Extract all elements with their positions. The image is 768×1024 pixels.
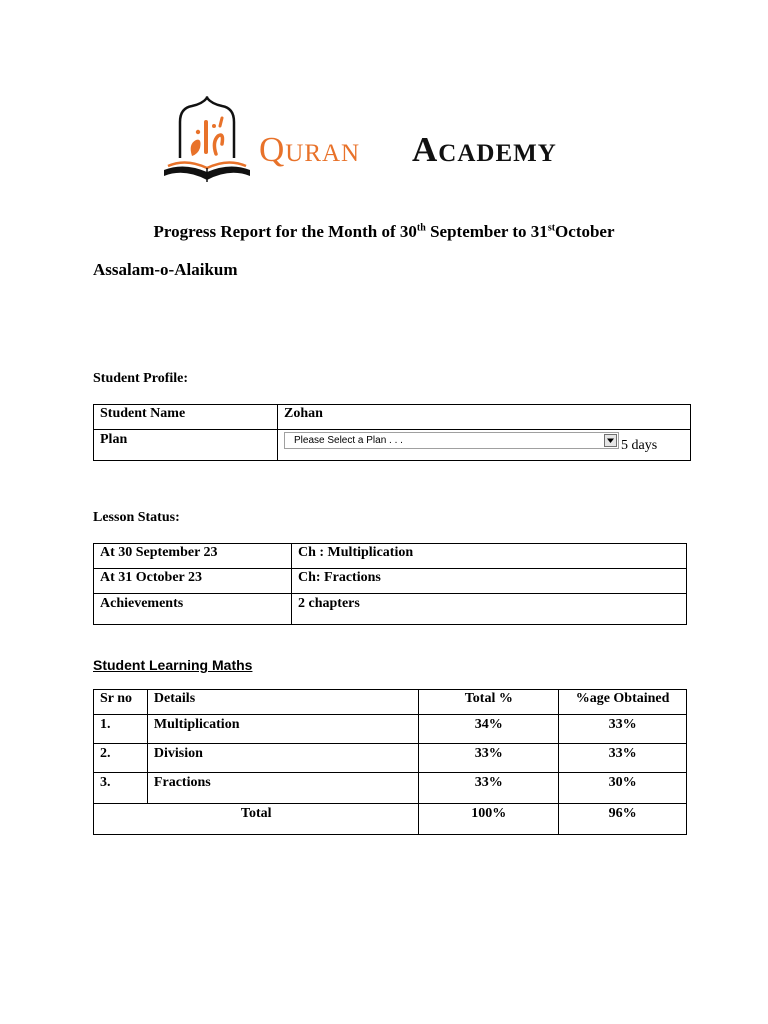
table-total-row [94, 804, 687, 835]
greeting: Assalam-o-Alaikum [93, 260, 238, 279]
academy-logo-emblem [162, 96, 262, 188]
brand-name-quran: Quran [259, 130, 361, 169]
plan-days: 5 days [621, 438, 658, 453]
lesson-status-label: Lesson Status: [93, 510, 180, 525]
row-details: Fractions [147, 773, 419, 804]
row-obtained: 33% [559, 744, 687, 773]
lesson-status-table [93, 543, 687, 625]
title-suffix: October [555, 222, 615, 241]
header-obtained: %age Obtained [559, 690, 687, 715]
brand-name-academy: Academy [412, 130, 557, 169]
table-row [94, 569, 687, 594]
student-name-label: Student Name [94, 405, 278, 430]
table-row [94, 715, 687, 744]
row-obtained: 30% [559, 773, 687, 804]
lesson-row-value: Ch : Multiplication [292, 544, 687, 569]
table-row [94, 594, 687, 625]
lesson-row-value: 2 chapters [292, 594, 687, 625]
title-prefix: Progress Report for the Month of 30 [153, 222, 417, 241]
total-label: Total [94, 804, 419, 835]
lesson-row-label: At 30 September 23 [94, 544, 292, 569]
row-sr: 2. [94, 744, 148, 773]
lesson-row-label: Achievements [94, 594, 292, 625]
total-obtained: 96% [559, 804, 687, 835]
row-total: 33% [419, 773, 559, 804]
report-title [0, 222, 768, 242]
table-header-row [94, 690, 687, 715]
row-total: 34% [419, 715, 559, 744]
header-details: Details [147, 690, 419, 715]
row-sr: 1. [94, 715, 148, 744]
lesson-row-label: At 31 October 23 [94, 569, 292, 594]
student-profile-label: Student Profile: [93, 371, 189, 386]
table-row [94, 544, 687, 569]
lesson-row-value: Ch: Fractions [292, 569, 687, 594]
maths-section-title: Student Learning Maths [93, 657, 253, 673]
row-total: 33% [419, 744, 559, 773]
table-row [94, 744, 687, 773]
total-value: 100% [419, 804, 559, 835]
row-sr: 3. [94, 773, 148, 804]
table-row [94, 430, 691, 461]
header-sr-no: Sr no [94, 690, 148, 715]
plan-label: Plan [94, 430, 278, 461]
table-row [94, 405, 691, 430]
chevron-down-icon[interactable] [604, 434, 617, 447]
row-details: Division [147, 744, 419, 773]
title-superscript-th: th [416, 222, 426, 234]
row-obtained: 33% [559, 715, 687, 744]
row-details: Multiplication [147, 715, 419, 744]
header-total: Total % [419, 690, 559, 715]
student-profile-table [93, 404, 691, 461]
plan-select[interactable] [284, 432, 619, 449]
student-name-value: Zohan [278, 405, 691, 430]
maths-table [93, 689, 687, 835]
plan-select-value: Please Select a Plan . . . [294, 435, 403, 446]
plan-cell [278, 430, 691, 461]
table-row [94, 773, 687, 804]
title-mid: September to 31 [425, 222, 548, 241]
title-superscript-st: st [547, 222, 556, 234]
